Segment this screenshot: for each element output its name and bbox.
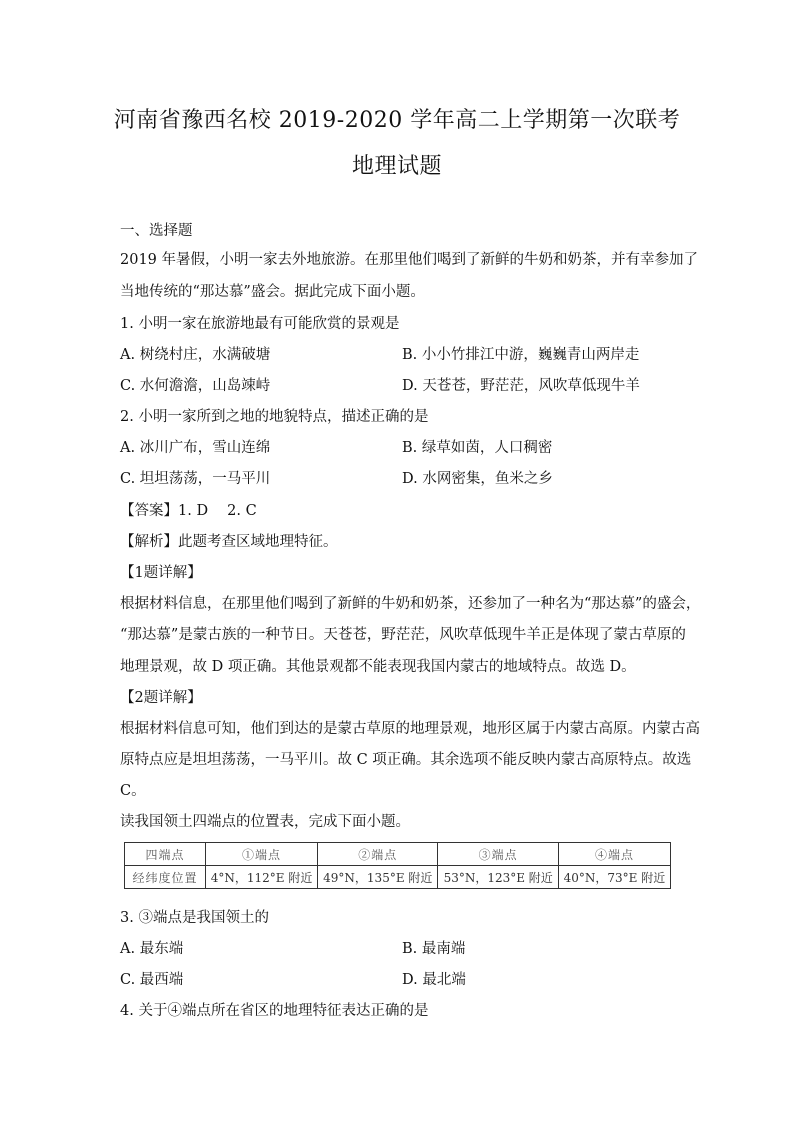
question-4-stem: 4. 关于④端点所在省区的地理特征表达正确的是 [120, 1003, 429, 1019]
answer-line: 【答案】1. D 2. C [120, 503, 257, 519]
section-heading: 一、选择题 [120, 223, 193, 239]
material-text-line: 当地传统的“那达慕”盛会。据此完成下面小题。 [120, 284, 425, 300]
detail-1-line: 地理景观，故 D 项正确。其他景观都不能表现我国内蒙古的地域特点。故选 D。 [120, 659, 636, 675]
question-1-option-d: D. 天苍苍，野茫茫，风吹草低现牛羊 [402, 378, 640, 394]
question-1-option-c: C. 水何澹澹，山岛竦峙 [120, 378, 271, 394]
table-header-cell: ①端点 [206, 843, 318, 866]
table-header-row [125, 843, 671, 866]
detail-2-line: C。 [120, 783, 146, 799]
question-1-option-a: A. 树绕村庄，水满破塘 [120, 347, 271, 363]
detail-1-line: 根据材料信息，在那里他们喝到了新鲜的牛奶和奶茶，还参加了一种名为“那达慕”的盛会， [120, 596, 701, 612]
material-2-text: 读我国领土四端点的位置表，完成下面小题。 [120, 814, 410, 830]
table-cell: 4°N，112°E 附近 [206, 866, 318, 889]
table-cell: 53°N，123°E 附近 [438, 866, 558, 889]
question-2-option-c: C. 坦坦荡荡，一马平川 [120, 471, 271, 487]
analysis-line: 【解析】此题考查区域地理特征。 [120, 534, 338, 550]
question-1-stem: 1. 小明一家在旅游地最有可能欣赏的景观是 [120, 316, 400, 332]
table-header-cell: ④端点 [558, 843, 670, 866]
question-3-option-c: C. 最西端 [120, 972, 184, 988]
document-title: 河南省豫西名校 2019-2020 学年高二上学期第一次联考 [113, 108, 681, 133]
question-1-option-b: B. 小小竹排江中游，巍巍青山两岸走 [402, 347, 640, 363]
question-2-option-a: A. 冰川广布，雪山连绵 [120, 440, 271, 456]
question-2-option-b: B. 绿草如茵，人口稠密 [402, 440, 553, 456]
table-header-cell: ②端点 [318, 843, 438, 866]
detail-2-line: 原特点应是坦坦荡荡，一马平川。故 C 项正确。其余选项不能反映内蒙古高原特点。故选 [120, 752, 692, 768]
detail-1-line: “那达慕”是蒙古族的一种节日。天苍苍，野茫茫，风吹草低现牛羊正是体现了蒙古草原的 [120, 627, 686, 643]
table-cell: 经纬度位置 [125, 866, 206, 889]
question-2-stem: 2. 小明一家所到之地的地貌特点，描述正确的是 [120, 409, 429, 425]
endpoint-position-table [124, 842, 671, 889]
table-cell: 49°N，135°E 附近 [318, 866, 438, 889]
material-text-line: 2019 年暑假，小明一家去外地旅游。在那里他们喝到了新鲜的牛奶和奶茶，并有幸参加了 [120, 252, 699, 268]
question-3-option-d: D. 最北端 [402, 972, 466, 988]
question-2-option-d: D. 水网密集，鱼米之乡 [402, 471, 553, 487]
question-3-option-a: A. 最东端 [120, 941, 184, 957]
table-header-cell: ③端点 [438, 843, 558, 866]
question-3-stem: 3. ③端点是我国领土的 [120, 910, 269, 926]
table-row [125, 866, 671, 889]
detail-2-heading: 【2题详解】 [120, 690, 202, 706]
table-cell: 40°N，73°E 附近 [558, 866, 670, 889]
detail-1-heading: 【1题详解】 [120, 565, 202, 581]
document-subtitle: 地理试题 [351, 154, 442, 179]
question-3-option-b: B. 最南端 [402, 941, 466, 957]
table-header-cell: 四端点 [125, 843, 206, 866]
detail-2-line: 根据材料信息可知，他们到达的是蒙古草原的地理景观，地形区属于内蒙古高原。内蒙古高 [120, 721, 700, 737]
